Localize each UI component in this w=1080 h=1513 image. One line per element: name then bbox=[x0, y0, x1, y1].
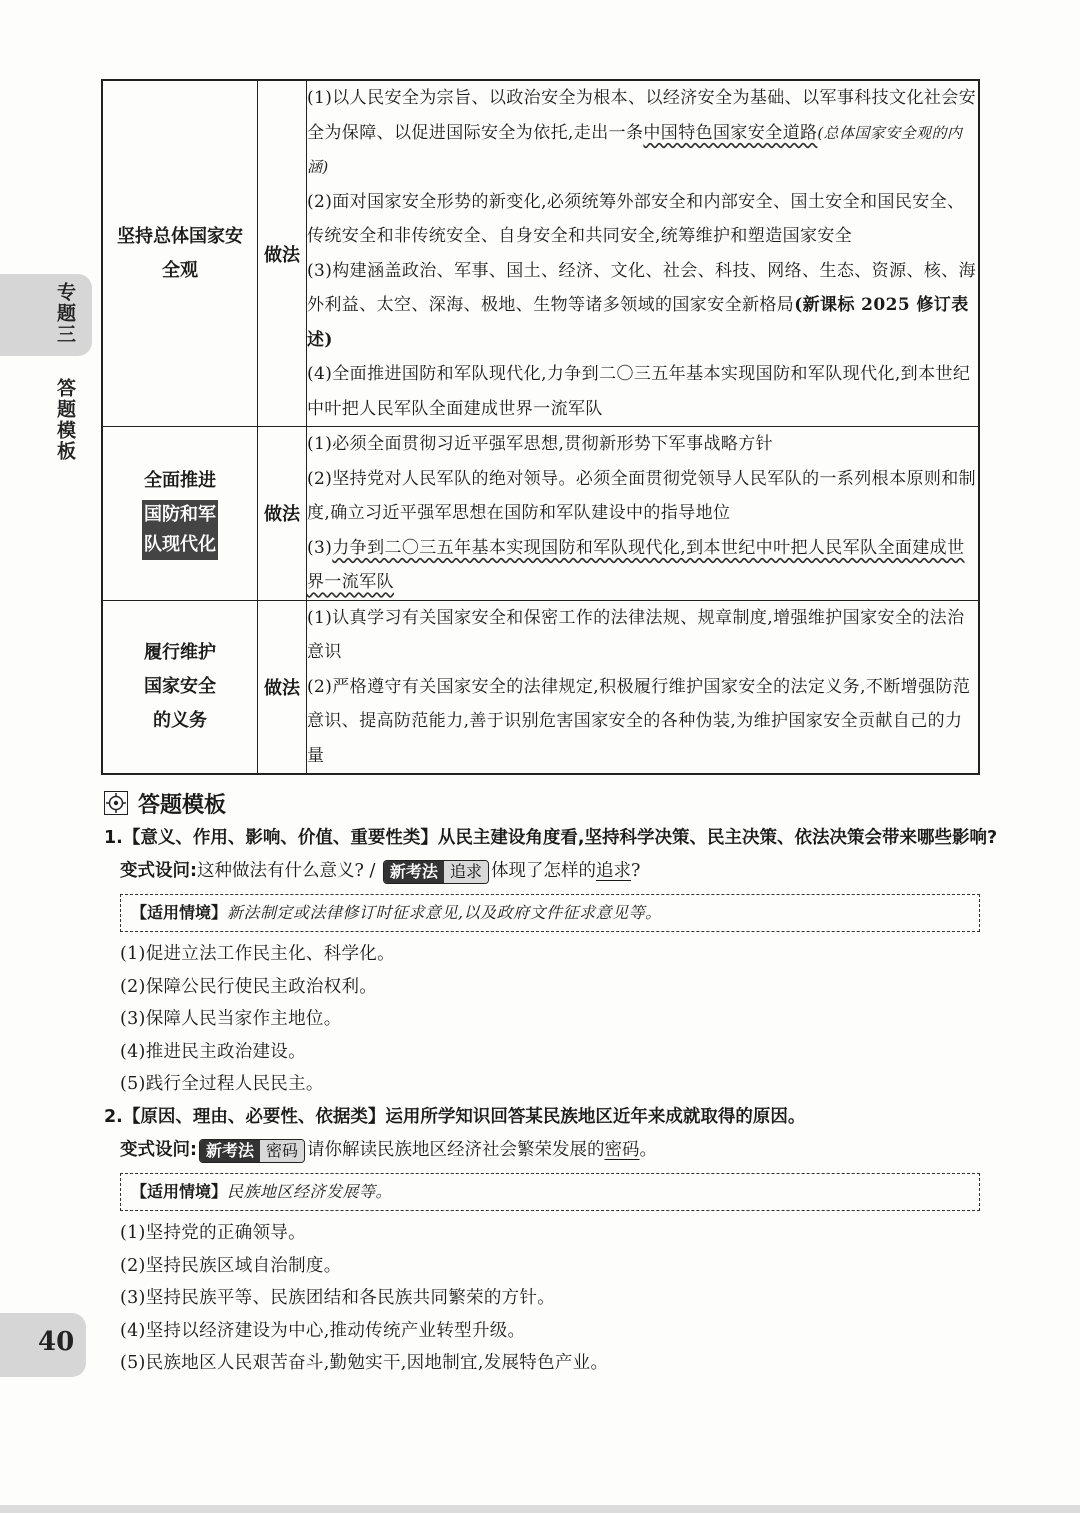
variant-label: 变式设问: bbox=[120, 1140, 197, 1160]
topic-cell bbox=[102, 600, 258, 774]
table-row bbox=[102, 427, 979, 601]
content-item bbox=[307, 81, 978, 185]
table-row bbox=[102, 600, 979, 774]
knowledge-table bbox=[101, 79, 980, 775]
content-cell bbox=[307, 80, 980, 427]
scenario-label: 【适用情境】 bbox=[131, 903, 228, 922]
answer-point: (5)民族地区人民艰苦奋斗,勤勉实干,因地制宜,发展特色产业。 bbox=[120, 1353, 609, 1373]
badge-dark-label: 新考法 bbox=[200, 1140, 260, 1162]
content-cell bbox=[307, 427, 980, 601]
answer-point: (1)促进立法工作民主化、科学化。 bbox=[120, 944, 395, 964]
variant-text: 请你解读民族地区经济社会繁荣发展的 bbox=[307, 1140, 605, 1160]
answer-point: (2)坚持民族区域自治制度。 bbox=[120, 1255, 342, 1276]
answer-point: (4)坚持以经济建设为中心,推动传统产业转型升级。 bbox=[120, 1320, 526, 1341]
chapter-tab bbox=[0, 274, 92, 356]
underlined-keyword: 密码 bbox=[604, 1140, 640, 1160]
scenario-box bbox=[120, 894, 980, 932]
content-item: (1)认真学习有关国家安全和保密工作的法律法规、规章制度,增强维护国家安全的法治意识 bbox=[307, 607, 965, 662]
answer-points bbox=[120, 938, 980, 1101]
method-cell: 做法 bbox=[258, 600, 307, 774]
question-line: 1.【意义、作用、影响、价值、重要性类】从民主建设角度看,坚持科学决策、民主决策、依法决策会带来哪些影响? bbox=[104, 828, 998, 848]
answer-template bbox=[104, 822, 998, 1101]
page-bottom-strip bbox=[0, 1505, 1080, 1513]
item-note: (总体国家安全观的内涵) bbox=[307, 123, 963, 176]
bold-note: (新课标 2025 修订表述) bbox=[307, 295, 969, 350]
new-method-badge bbox=[199, 1139, 305, 1163]
variant-line bbox=[120, 1133, 980, 1167]
content-item: (4)全面推进国防和军队现代化,力争到二〇三五年基本实现国防和军队现代化,到本世纪中叶把人民军队全面建成世界一流军队 bbox=[307, 364, 971, 419]
content-item: (2)严格遵守有关国家安全的法律规定,积极履行维护国家安全的法定义务,不断增强防范意识、提高防范能力,善于识别危害国家安全的各种伪装,为维护国家安全贡献自己的力量 bbox=[307, 676, 971, 766]
badge-light-label: 密码 bbox=[260, 1140, 304, 1162]
wavy-emphasis: 中国特色国家安全道路 bbox=[643, 122, 818, 143]
section-header bbox=[104, 786, 226, 820]
badge-dark-label: 新考法 bbox=[384, 861, 444, 883]
item-text: (3) bbox=[307, 537, 333, 558]
topic-highlight: 国防和军 bbox=[142, 500, 218, 530]
topic-line: 全面推进 bbox=[144, 470, 216, 492]
content-cell bbox=[307, 600, 980, 774]
answer-point: (5)践行全过程人民民主。 bbox=[120, 1074, 324, 1094]
badge-light-label: 追求 bbox=[444, 861, 488, 883]
topic-cell: 坚持总体国家安全观 bbox=[102, 80, 258, 427]
question-line: 2.【原因、理由、必要性、依据类】运用所学知识回答某民族地区近年来成就取得的原因。 bbox=[104, 1107, 806, 1127]
variant-text: 体现了怎样的 bbox=[490, 861, 596, 881]
content-item bbox=[307, 254, 978, 358]
chapter-tab-label: 专题三 bbox=[54, 282, 76, 345]
topic-line: 履行维护 bbox=[144, 641, 216, 663]
variant-line bbox=[120, 854, 980, 888]
page-number-tab bbox=[0, 1313, 86, 1377]
answer-point: (1)坚持党的正确领导。 bbox=[120, 1223, 306, 1243]
topic-highlight: 队现代化 bbox=[142, 530, 218, 560]
content-item: (2)坚持党对人民军队的绝对领导。必须全面贯彻党领导人民军队的一系列根本原则和制度,确立习近平强军思想在国防和军队建设中的指导地位 bbox=[307, 468, 977, 523]
new-method-badge bbox=[383, 860, 489, 884]
content-item bbox=[307, 531, 978, 600]
wavy-emphasis: 力争到二〇三五年基本实现国防和军队现代化,到本世纪中叶把人民军队全面建成世界一流军队 bbox=[307, 537, 965, 592]
answer-point: (4)推进民主政治建设。 bbox=[120, 1041, 306, 1062]
variant-end: 。 bbox=[639, 1140, 658, 1160]
content-item: (1)必须全面贯彻习近平强军思想,贯彻新形势下军事战略方针 bbox=[307, 434, 774, 454]
table-row bbox=[102, 80, 979, 427]
scenario-box bbox=[120, 1173, 980, 1211]
content-item: (2)面对国家安全形势的新变化,必须统筹外部安全和内部安全、国土安全和国民安全、传统安全和非传统安全、自身安全和共同安全,统筹维护和塑造国家安全 bbox=[307, 191, 965, 246]
answer-template bbox=[104, 1101, 980, 1380]
scenario-text: 民族地区经济发展等。 bbox=[227, 1182, 393, 1201]
method-cell: 做法 bbox=[258, 80, 307, 427]
target-icon bbox=[104, 791, 128, 815]
answer-points bbox=[120, 1217, 980, 1380]
item-text: (3)构建涵盖政治、军事、国土、经济、文化、社会、科技、网络、生态、资源、核、海外利益、太空、深海、极地、生物等诸多领域的国家安全新格局 bbox=[307, 260, 977, 315]
topic-line: 的义务 bbox=[153, 709, 207, 731]
item-text: (1)以人民安全为宗旨、以政治安全为根本、以经济安全为基础、以军事科技文化社会安全为保障、以促进国际安全为依托,走出一条 bbox=[307, 88, 977, 143]
answer-point: (3)坚持民族平等、民族团结和各民族共同繁荣的方针。 bbox=[120, 1288, 556, 1308]
variant-label: 变式设问: bbox=[120, 861, 197, 881]
section-title: 答题模板 bbox=[138, 792, 227, 818]
topic-line: 国家安全 bbox=[144, 675, 216, 697]
method-cell: 做法 bbox=[258, 427, 307, 601]
scenario-label: 【适用情境】 bbox=[131, 1182, 228, 1201]
chapter-side-label: 答题模板 bbox=[54, 378, 76, 462]
variant-text: 这种做法有什么意义? / bbox=[197, 861, 376, 881]
topic-cell bbox=[102, 427, 258, 601]
answer-point: (3)保障人民当家作主地位。 bbox=[120, 1009, 342, 1029]
page-number: 40 bbox=[38, 1327, 75, 1357]
answer-point: (2)保障公民行使民主政治权利。 bbox=[120, 976, 378, 997]
underlined-keyword: 追求 bbox=[595, 861, 631, 881]
scenario-text: 新法制定或法律修订时征求意见,以及政府文件征求意见等。 bbox=[227, 903, 662, 922]
variant-end: ? bbox=[630, 861, 641, 881]
